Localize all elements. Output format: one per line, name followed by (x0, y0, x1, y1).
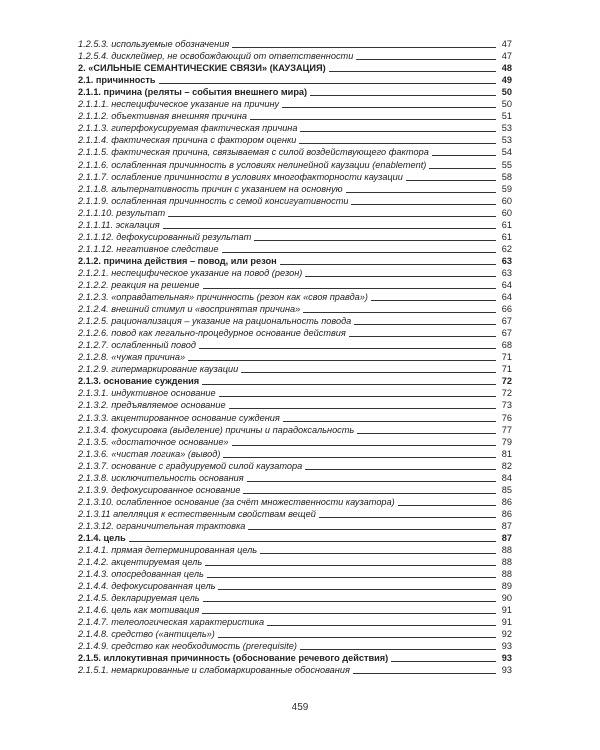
toc-entry-page: 67 (501, 328, 512, 339)
toc-entry-page: 63 (501, 255, 512, 266)
toc-leader-line (223, 457, 496, 458)
toc-entry-page: 51 (501, 111, 512, 122)
toc-entry-title: 2.1.1.9. ослабленная причинность с семой консигуативности (78, 195, 349, 206)
toc-entry-page: 77 (501, 424, 512, 435)
toc-entry (78, 363, 512, 375)
toc-entry-page: 88 (501, 545, 512, 556)
toc-entry-page: 63 (501, 267, 512, 278)
toc-entry-page: 49 (501, 75, 512, 86)
toc-entry-title: 2.1.2.7. ослабленный повод (78, 340, 196, 351)
toc-entry-title: 2.1.4.9. средство как необходимость (prerequisite) (78, 641, 297, 652)
toc-leader-line (351, 204, 496, 205)
toc-entry-title: 2.1.4.6. цель как мотивация (78, 605, 200, 616)
toc-leader-line (391, 661, 496, 662)
toc-entry-page: 92 (501, 629, 512, 640)
toc-entry (78, 38, 512, 50)
toc-leader-line (241, 372, 496, 373)
toc-entry-title: 2. «СИЛЬНЫЕ СЕМАНТИЧЕСКИЕ СВЯЗИ» (КАУЗАЦИЯ) (78, 63, 326, 74)
toc-entry-page: 85 (501, 484, 512, 495)
toc-entry-title: 1.2.5.3. используемые обозначения (78, 39, 230, 50)
toc-leader-line (247, 481, 496, 482)
toc-entry (78, 580, 512, 592)
toc-entry-title: 2.1.1.1. неспецифическое указание на причину (78, 99, 280, 110)
toc-entry-page: 50 (501, 87, 512, 98)
toc-entry-page: 60 (501, 195, 512, 206)
toc-entry-title: 2.1.2.6. повод как легально-процедурное основание действия (78, 328, 346, 339)
toc-entry-title: 2.1.2.1. неспецифическое указание на повод (резон) (78, 267, 303, 278)
toc-entry-title: 2.1. причинность (78, 75, 156, 86)
toc-leader-line (356, 59, 496, 60)
toc-entry-page: 48 (501, 63, 512, 74)
toc-entry (78, 520, 512, 532)
toc-entry-title: 2.1.3.10. ослабленное основание (за счёт множественности каузатора) (78, 496, 395, 507)
toc-entry (78, 460, 512, 472)
toc-leader-line (283, 421, 496, 422)
toc-entry (78, 532, 512, 544)
toc-entry-title: 2.1.2.8. «чужая причина» (78, 352, 186, 363)
toc-leader-line (319, 517, 496, 518)
toc-entry-page: 88 (501, 569, 512, 580)
toc-entry-page: 87 (501, 532, 512, 543)
toc-entry-page: 82 (501, 460, 512, 471)
toc-leader-line (300, 649, 496, 650)
toc-entry-page: 71 (501, 352, 512, 363)
toc-entry (78, 219, 512, 231)
toc-leader-line (202, 384, 496, 385)
toc-leader-line (203, 288, 496, 289)
toc-entry-title: 2.1.2.5. рационализация – указание на рациональность повода (78, 316, 352, 327)
toc-leader-line (218, 589, 496, 590)
toc-entry-page: 61 (501, 231, 512, 242)
toc-entry-title: 2.1.5.1. немаркированные и слабомаркированные обоснования (78, 665, 350, 676)
toc-entry (78, 399, 512, 411)
toc-entry-page: 72 (501, 388, 512, 399)
toc-entry-page: 58 (501, 171, 512, 182)
toc-entry (78, 640, 512, 652)
toc-leader-line (229, 408, 496, 409)
toc-entry-page: 62 (501, 243, 512, 254)
toc-entry (78, 327, 512, 339)
toc-entry-page: 60 (501, 207, 512, 218)
toc-leader-line (207, 577, 496, 578)
toc-leader-line (232, 47, 496, 48)
toc-entry-page: 81 (501, 448, 512, 459)
toc-entry (78, 411, 512, 423)
toc-entry (78, 207, 512, 219)
toc-leader-line (219, 396, 496, 397)
toc-leader-line (163, 228, 496, 229)
toc-leader-line (188, 360, 496, 361)
toc-entry-title: 2.1.3.1. индуктивное основание (78, 388, 216, 399)
toc-entry (78, 351, 512, 363)
toc-entry (78, 387, 512, 399)
toc-entry-page: 50 (501, 99, 512, 110)
toc-entry-page: 54 (501, 147, 512, 158)
toc-entry-page: 67 (501, 316, 512, 327)
toc-entry-title: 2.1.1.6. ослабленная причинность в условиях нелинейной каузации (enablement) (78, 159, 427, 170)
toc-entry (78, 448, 512, 460)
table-of-contents (78, 38, 512, 676)
toc-entry (78, 291, 512, 303)
toc-entry (78, 98, 512, 110)
toc-entry (78, 158, 512, 170)
toc-entry (78, 279, 512, 291)
toc-leader-line (354, 324, 496, 325)
toc-leader-line (260, 553, 496, 554)
toc-entry-title: 2.1.1.12. негативное следствие (78, 243, 219, 254)
toc-entry-page: 47 (501, 39, 512, 50)
toc-leader-line (267, 625, 496, 626)
toc-entry (78, 472, 512, 484)
toc-entry-page: 71 (501, 364, 512, 375)
toc-leader-line (429, 168, 496, 169)
toc-entry-page: 59 (501, 183, 512, 194)
toc-entry-title: 2.1.1.11. эскалация (78, 219, 160, 230)
toc-entry (78, 62, 512, 74)
toc-leader-line (202, 613, 496, 614)
toc-entry-title: 2.1.1.12. дефокусированный результат (78, 231, 252, 242)
toc-entry-title: 2.1.3.3. акцентированное основание суждения (78, 412, 280, 423)
toc-leader-line (159, 83, 496, 84)
toc-leader-line (248, 529, 496, 530)
toc-entry-page: 73 (501, 400, 512, 411)
toc-entry (78, 484, 512, 496)
toc-entry-page: 53 (501, 123, 512, 134)
toc-entry (78, 604, 512, 616)
toc-leader-line (305, 276, 496, 277)
toc-entry (78, 122, 512, 134)
toc-entry-title: 2.1.1.7. ослабление причинности в условиях многофакторности каузации (78, 171, 403, 182)
toc-entry-title: 2.1.3.2. предъявляемое основание (78, 400, 226, 411)
toc-entry-title: 2.1.4.1. прямая детерминированная цель (78, 545, 258, 556)
toc-entry-page: 61 (501, 219, 512, 230)
toc-entry-title: 2.1.2.2. реакция на решение (78, 279, 200, 290)
toc-entry-title: 2.1.3.4. фокусировка (выделение) причины и парадоксальность (78, 424, 355, 435)
toc-entry (78, 508, 512, 520)
toc-entry (78, 303, 512, 315)
toc-entry-title: 2.1.3.12. ограничительная трактовка (78, 520, 246, 531)
toc-entry-page: 93 (501, 665, 512, 676)
toc-leader-line (243, 493, 496, 494)
toc-entry-title: 2.1.3.9. дефокусированное основание (78, 484, 241, 495)
toc-entry-title: 2.1.2. причина действия – повод, или резон (78, 255, 277, 266)
toc-entry (78, 74, 512, 86)
page-number: 459 (291, 702, 309, 713)
toc-entry (78, 616, 512, 628)
toc-entry (78, 231, 512, 243)
toc-leader-line (406, 180, 496, 181)
toc-entry-page: 72 (501, 376, 512, 387)
toc-entry-page: 68 (501, 340, 512, 351)
toc-entry (78, 171, 512, 183)
toc-entry (78, 146, 512, 158)
toc-leader-line (371, 300, 496, 301)
toc-entry-page: 93 (501, 653, 512, 664)
toc-entry-title: 2.1.4.8. средство («антицель») (78, 629, 215, 640)
toc-leader-line (310, 95, 496, 96)
toc-leader-line (254, 240, 496, 241)
toc-entry-title: 2.1.3. основание суждения (78, 376, 200, 387)
toc-entry-title: 2.1.5. иллокутивная причинность (обоснование речевого действия) (78, 653, 389, 664)
toc-leader-line (346, 192, 496, 193)
toc-entry-page: 89 (501, 581, 512, 592)
toc-entry-page: 86 (501, 508, 512, 519)
toc-entry-page: 79 (501, 436, 512, 447)
toc-entry-title: 2.1.2.4. внешний стимул и «воспринятая причина» (78, 304, 301, 315)
toc-leader-line (299, 143, 496, 144)
toc-leader-line (280, 264, 496, 265)
toc-entry-page: 76 (501, 412, 512, 423)
toc-entry (78, 110, 512, 122)
toc-entry-page: 84 (501, 472, 512, 483)
toc-leader-line (398, 505, 496, 506)
toc-entry-title: 2.1.3.6. «чистая логика» (вывод) (78, 448, 221, 459)
toc-entry-title: 2.1.4.2. акцентируемая цель (78, 557, 203, 568)
toc-entry-page: 91 (501, 605, 512, 616)
toc-entry (78, 544, 512, 556)
toc-entry-title: 2.1.1.4. фактическая причина с фактором оценки (78, 135, 297, 146)
toc-leader-line (432, 155, 496, 156)
toc-entry (78, 267, 512, 279)
toc-entry-title: 1.2.5.4. дисклеймер, не освобождающий от ответственности (78, 51, 354, 62)
toc-entry (78, 243, 512, 255)
toc-entry (78, 339, 512, 351)
toc-entry-title: 2.1.1. причина (реляты – события внешнего мира) (78, 87, 308, 98)
toc-entry-title: 2.1.1.2. объективная внешняя причина (78, 111, 247, 122)
toc-entry (78, 628, 512, 640)
toc-entry (78, 255, 512, 267)
toc-leader-line (222, 252, 496, 253)
toc-entry-title: 2.1.2.9. гипермаркирование каузации (78, 364, 239, 375)
toc-entry (78, 50, 512, 62)
toc-leader-line (129, 541, 496, 542)
toc-entry-page: 53 (501, 135, 512, 146)
toc-entry-page: 64 (501, 292, 512, 303)
toc-entry-page: 55 (501, 159, 512, 170)
toc-entry-title: 2.1.4.7. телеологическая характеристика (78, 617, 265, 628)
toc-entry-title: 2.1.1.10. результат (78, 207, 166, 218)
toc-leader-line (305, 469, 496, 470)
toc-leader-line (218, 637, 496, 638)
toc-entry-title: 2.1.1.5. фактическая причина, связываемая с силой воздействующего фактора (78, 147, 429, 158)
toc-leader-line (300, 131, 496, 132)
toc-entry (78, 424, 512, 436)
toc-entry-title: 2.1.3.11 апелляция к естественным свойствам вещей (78, 508, 316, 519)
toc-leader-line (349, 336, 496, 337)
toc-entry-title: 2.1.4.3. опосредованная цель (78, 569, 204, 580)
toc-entry-page: 66 (501, 304, 512, 315)
toc-entry (78, 592, 512, 604)
toc-entry (78, 436, 512, 448)
toc-leader-line (199, 348, 496, 349)
toc-entry (78, 315, 512, 327)
toc-entry (78, 568, 512, 580)
toc-entry-title: 2.1.1.3. гиперфокусируемая фактическая причина (78, 123, 298, 134)
toc-entry-title: 2.1.4. цель (78, 532, 126, 543)
toc-entry-page: 88 (501, 557, 512, 568)
toc-entry-page: 93 (501, 641, 512, 652)
toc-leader-line (353, 673, 496, 674)
toc-entry (78, 134, 512, 146)
toc-leader-line (303, 312, 496, 313)
toc-entry (78, 496, 512, 508)
toc-leader-line (250, 119, 496, 120)
toc-leader-line (168, 216, 496, 217)
toc-entry-page: 90 (501, 593, 512, 604)
toc-entry (78, 86, 512, 98)
toc-entry-page: 47 (501, 51, 512, 62)
toc-entry (78, 195, 512, 207)
toc-leader-line (357, 433, 496, 434)
toc-leader-line (203, 601, 496, 602)
toc-leader-line (282, 107, 496, 108)
toc-entry-page: 64 (501, 279, 512, 290)
toc-entry-title: 2.1.3.7. основание с градуируемой силой каузатора (78, 460, 303, 471)
toc-entry-title: 2.1.1.8. альтернативность причин с указанием на основную (78, 183, 343, 194)
toc-leader-line (205, 565, 496, 566)
toc-entry-title: 2.1.4.4. дефокусированная цель (78, 581, 216, 592)
toc-entry-page: 87 (501, 520, 512, 531)
toc-leader-line (232, 445, 496, 446)
toc-leader-line (329, 71, 496, 72)
toc-entry (78, 664, 512, 676)
toc-entry-page: 86 (501, 496, 512, 507)
toc-entry-title: 2.1.2.3. «оправдательная» причинность (резон как «своя правда») (78, 292, 368, 303)
toc-entry (78, 375, 512, 387)
toc-entry-title: 2.1.3.8. исключительность основания (78, 472, 244, 483)
toc-entry (78, 183, 512, 195)
toc-entry (78, 652, 512, 664)
toc-entry-title: 2.1.4.5. декларируемая цель (78, 593, 200, 604)
toc-entry-page: 91 (501, 617, 512, 628)
toc-entry (78, 556, 512, 568)
toc-entry-title: 2.1.3.5. «достаточное основание» (78, 436, 229, 447)
